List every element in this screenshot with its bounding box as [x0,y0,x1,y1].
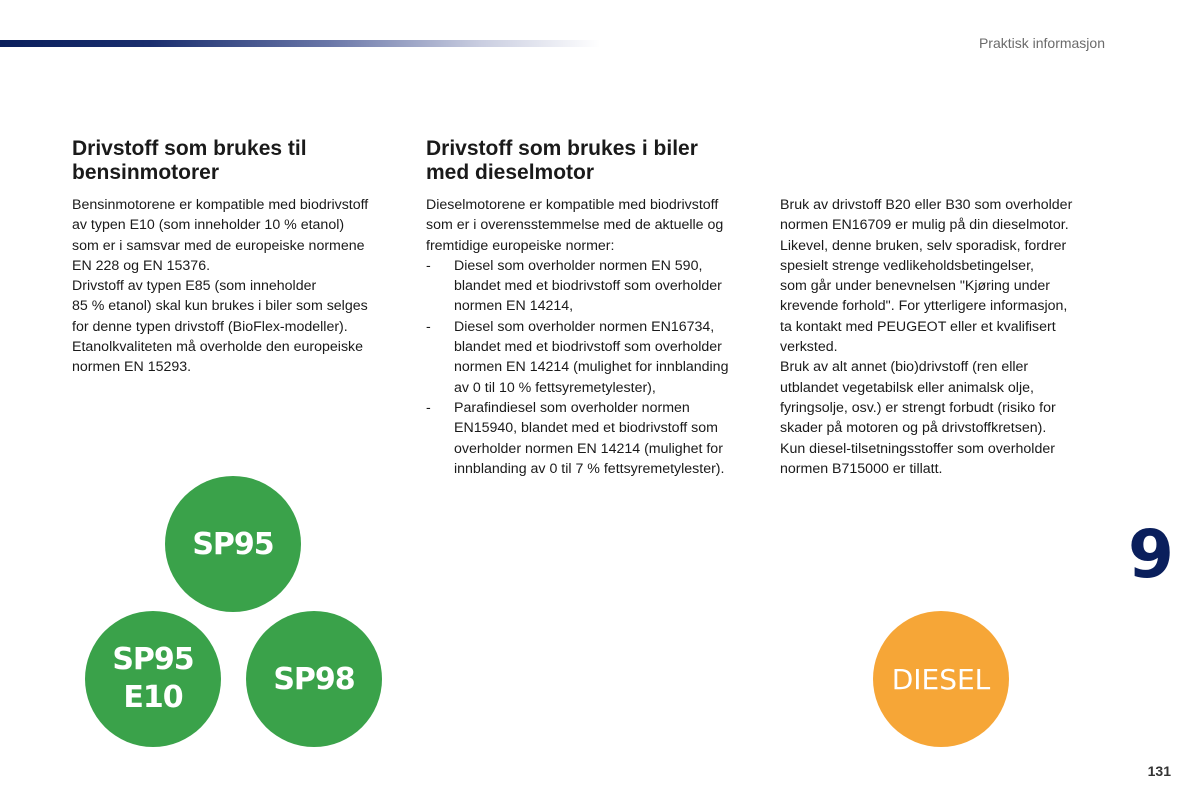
biodiesel-line: Likevel, denne bruken, selv sporadisk, fordrer [780,237,1067,254]
biodiesel-line: ta kontakt med PEUGEOT eller et kvalifisert [780,318,1056,335]
chapter-number: 9 [1128,516,1174,593]
sp98-badge [246,611,382,747]
list-item-line: Parafindiesel som overholder normen [454,399,690,416]
list-item-line: blandet med et biodrivstoff som overholder [454,278,722,295]
list-item-line: innblanding av 0 til 7 % fettsyremetylester). [454,460,725,477]
biodiesel-line: verksted. [780,339,838,356]
list-item [426,398,728,479]
dash-bullet: - [426,399,431,416]
diesel-badge [873,611,1009,747]
list-item-line: av 0 til 10 % fettsyremetylester), [454,379,656,396]
list-item-line: Diesel som overholder normen EN16734, [454,318,715,335]
biodiesel-line: krevende forhold". For ytterligere informasjon, [780,298,1068,315]
petrol-line: Etanolkvaliteten må overholde den europeiske [72,339,364,356]
biodiesel-line: skader på motoren og på drivstoffkretsen). [780,420,1047,437]
petrol-line: normen EN 15293. [72,359,192,376]
dash-bullet: - [426,318,431,335]
sp95-e10-badge-label-line1: SP95 [112,642,194,677]
diesel-intro-line: som er i overensstemmelse med de aktuelle og [426,217,724,234]
diesel-heading-line2: med dieselmotor [426,161,595,184]
diesel-intro-line: fremtidige europeiske normer: [426,237,615,254]
list-item [426,256,728,317]
petrol-heading-line1: Drivstoff som brukes til [72,137,307,160]
petrol-line: Bensinmotorene er kompatible med biodrivstoff [72,197,369,213]
petrol-line: av typen E10 (som inneholder 10 % etanol) [72,217,345,234]
biodiesel-line: Bruk av drivstoff B20 eller B30 som overholder [780,197,1073,213]
diesel-norms-list [426,256,728,479]
biodiesel-line: fyringsolje, osv.) er strengt forbudt (risiko for [780,399,1056,416]
sp98-badge-label: SP98 [273,661,355,697]
petrol-line: Drivstoff av typen E85 (som inneholder [72,278,317,295]
biodiesel-line: spesielt strenge vedlikeholdsbetingelser, [780,257,1034,274]
list-item-line: overholder normen EN 14214 (mulighet for [454,440,723,457]
sp95-e10-badge [85,611,221,747]
diesel-heading [426,137,698,185]
sp95-e10-badge-label-line2: E10 [123,680,183,715]
petrol-heading [72,137,307,185]
section-title: Praktisk informasjon [978,35,1105,51]
petrol-line: som er i samsvar med de europeiske normene [72,237,365,254]
petrol-line: 85 % etanol) skal kun brukes i biler som selges [72,298,368,315]
petrol-text [72,195,368,378]
list-item-line: EN15940, blandet med et biodrivstoff som [454,420,718,437]
dash-bullet: - [426,257,431,274]
sp95-badge [165,476,301,612]
list-item-line: blandet med et biodrivstoff som overholder [454,339,722,356]
petrol-line: EN 228 og EN 15376. [72,257,211,274]
petrol-line: for denne typen drivstoff (BioFlex-modeller). [72,318,348,335]
biodiesel-text [780,195,1072,479]
list-item-line: Diesel som overholder normen EN 590, [454,257,703,274]
diesel-text [426,195,728,479]
biodiesel-line: Bruk av alt annet (bio)drivstoff (ren eller [780,359,1029,376]
petrol-heading-line2: bensinmotorer [72,161,220,184]
biodiesel-line: Kun diesel-tilsetningsstoffer som overholder [780,440,1055,457]
biodiesel-line: utblandet vegetabilsk eller animalsk olje, [780,379,1034,396]
biodiesel-line: som går under benevnelsen "Kjøring under [780,278,1051,295]
biodiesel-line: normen B715000 er tillatt. [780,460,943,477]
list-item-line: normen EN 14214 (mulighet for innblanding [454,359,729,376]
list-item-line: normen EN 14214, [454,298,574,315]
page-number: 131 [1147,763,1171,779]
diesel-badge-label: DIESEL [891,662,991,696]
header-gradient-bar [0,40,600,47]
biodiesel-line: normen EN16709 er mulig på din dieselmotor. [780,217,1069,234]
diesel-heading-line1: Drivstoff som brukes i biler [426,137,698,160]
diesel-intro-line: Dieselmotorene er kompatible med biodrivstoff [426,197,719,213]
list-item [426,317,728,398]
sp95-badge-label: SP95 [192,526,274,562]
